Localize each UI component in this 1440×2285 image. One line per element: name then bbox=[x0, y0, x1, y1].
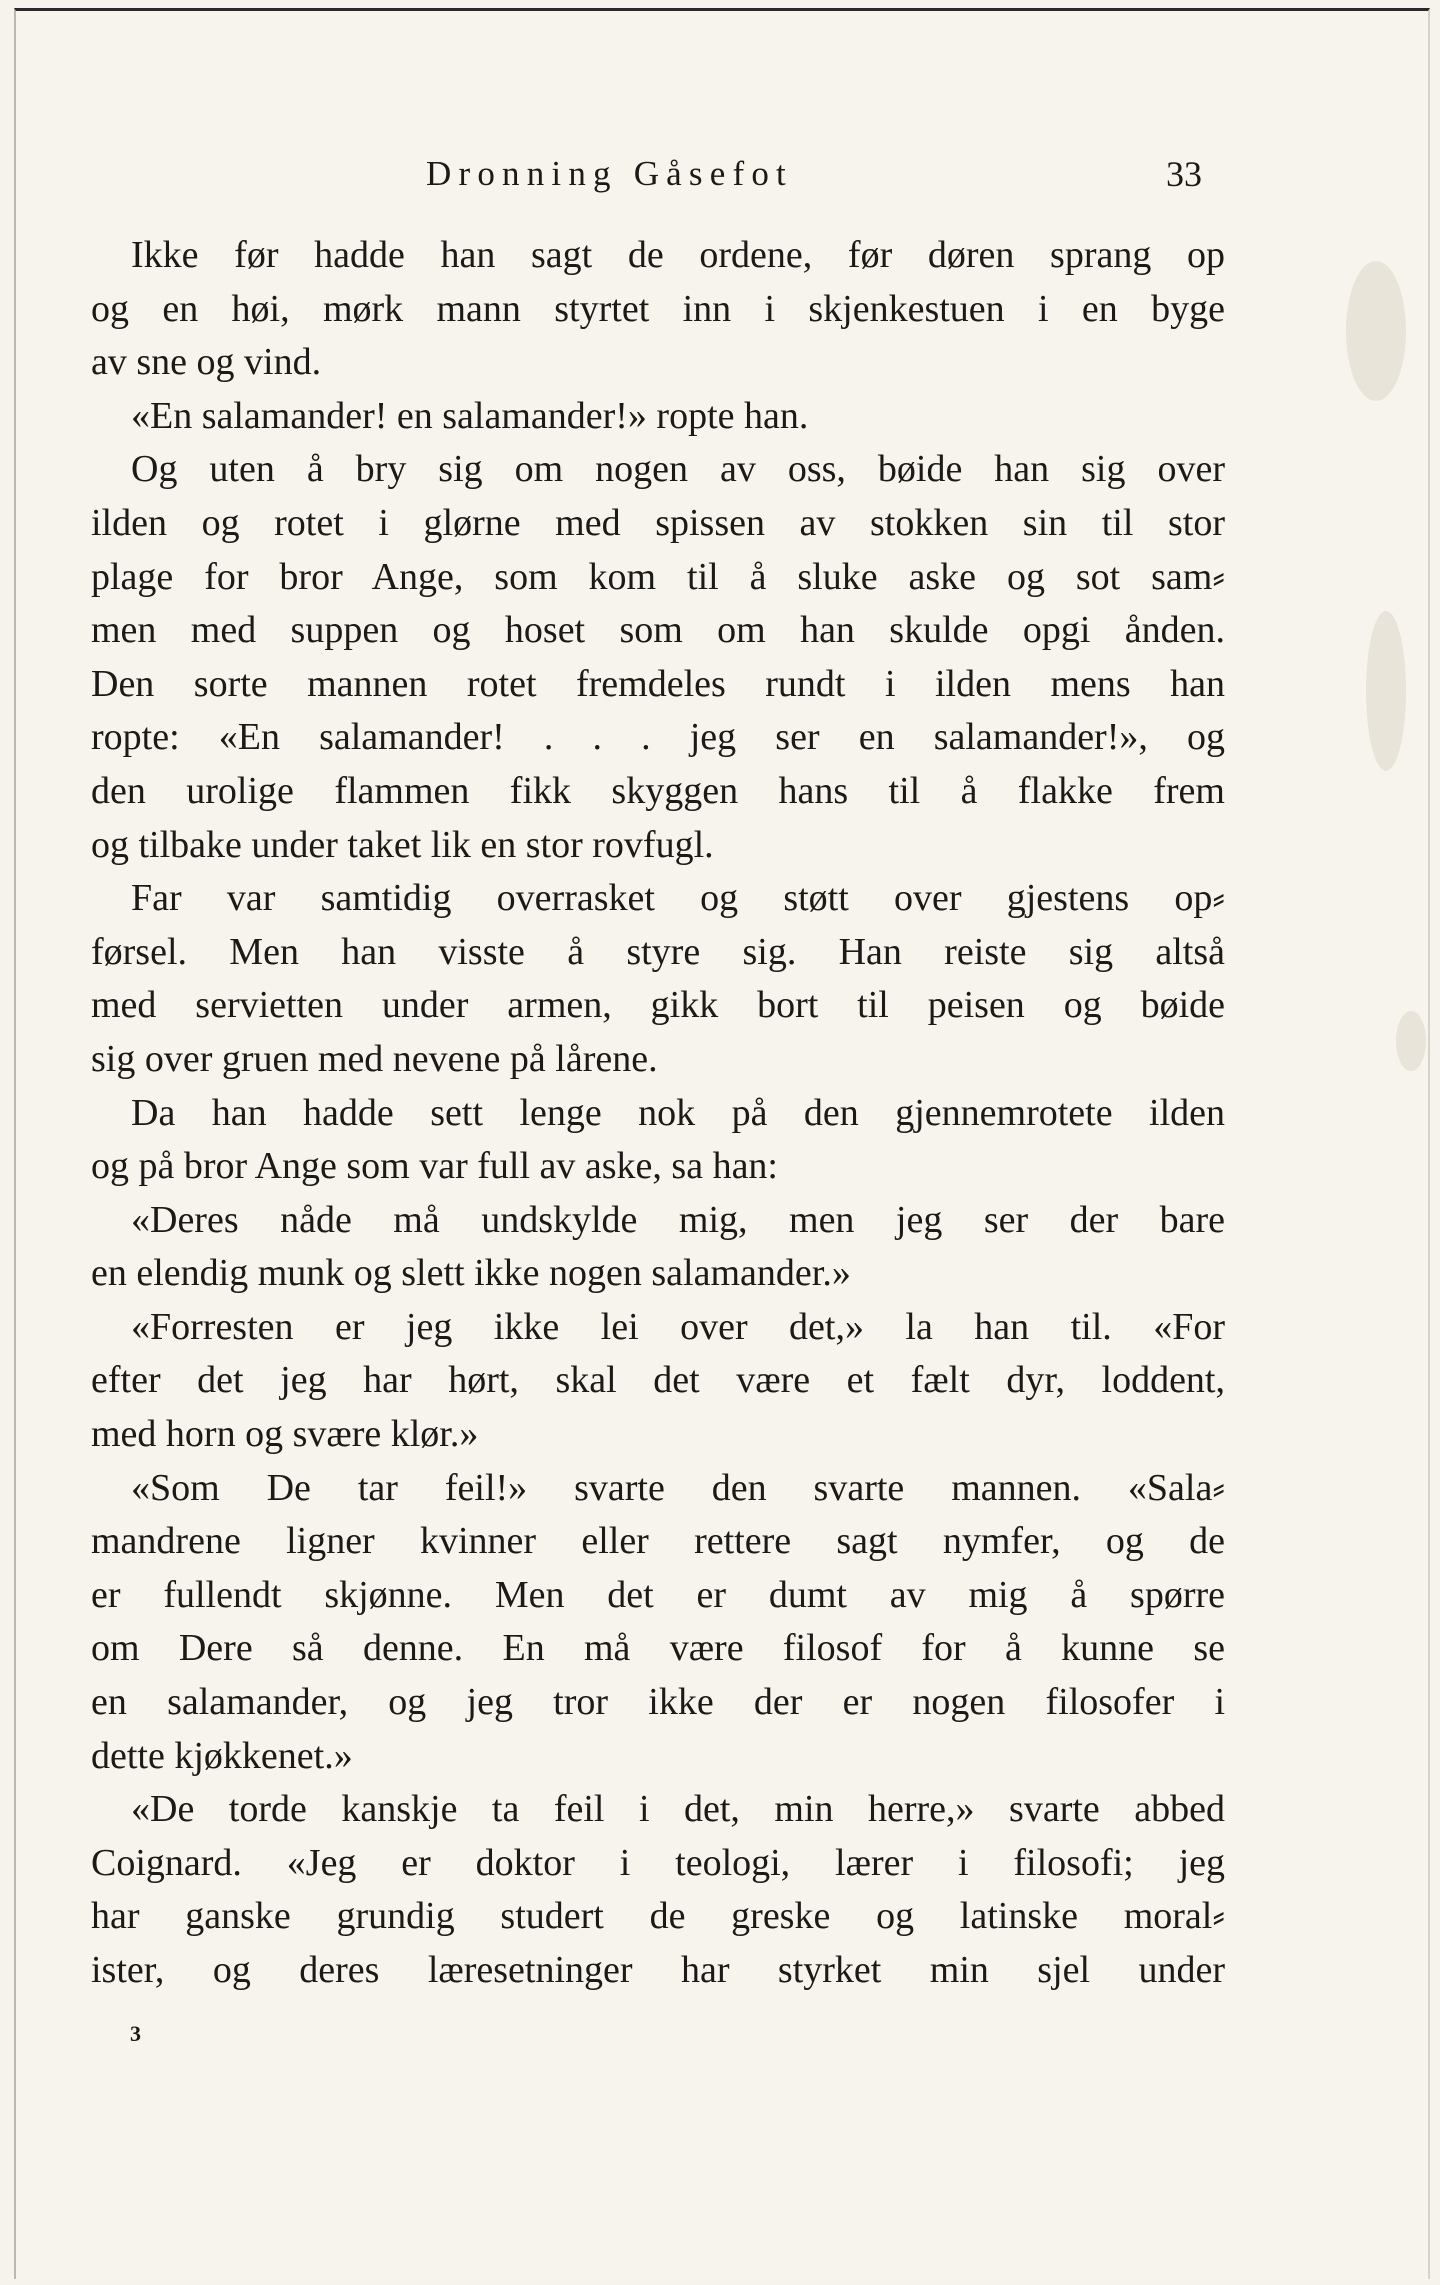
text-line: med servietten under armen, gikk bort til peisen og bøide bbox=[91, 984, 1225, 1027]
text-line: «Som De tar feil!» svarte den svarte mannen. «Sala⸗ bbox=[131, 1466, 1225, 1509]
text-line: men med suppen og hoset som om han skulde opgi ånden. bbox=[91, 609, 1225, 652]
text-line: Da han hadde sett lenge nok på den gjennemrotete ilden bbox=[131, 1091, 1225, 1134]
text-line: Coignard. «Jeg er doktor i teologi, lærer i filosofi; jeg bbox=[91, 1841, 1225, 1884]
text-line: «De torde kanskje ta feil i det, min herre,» svarte abbed bbox=[131, 1788, 1225, 1831]
paper-stain bbox=[1346, 261, 1406, 401]
text-line: Og uten å bry sig om nogen av oss, bøide han sig over bbox=[131, 448, 1225, 491]
text-line: «Forresten er jeg ikke lei over det,» la han til. «For bbox=[131, 1305, 1225, 1348]
text-line: mandrene ligner kvinner eller rettere sagt nymfer, og de bbox=[91, 1520, 1225, 1563]
body-text bbox=[91, 229, 1225, 1998]
text-line: dette kjøkkenet.» bbox=[91, 1734, 353, 1777]
text-line: med horn og svære klør.» bbox=[91, 1413, 479, 1456]
text-line: ilden og rotet i glørne med spissen av stokken sin til stor bbox=[91, 501, 1225, 544]
text-line: og tilbake under taket lik en stor rovfugl. bbox=[91, 823, 714, 866]
page-number: 33 bbox=[1166, 154, 1202, 194]
text-line: og en høi, mørk mann styrtet inn i skjenkestuen i en byge bbox=[91, 287, 1225, 330]
text-line: «En salamander! en salamander!» ropte han. bbox=[131, 394, 809, 437]
running-title: Dronning Gåsefot bbox=[426, 154, 793, 193]
paper-stain bbox=[1396, 1011, 1426, 1071]
text-line: Far var samtidig overrasket og støtt over gjestens op⸗ bbox=[131, 877, 1225, 920]
text-line: Den sorte mannen rotet fremdeles rundt i ilden mens han bbox=[91, 662, 1225, 705]
text-line: en salamander, og jeg tror ikke der er nogen filosofer i bbox=[91, 1681, 1225, 1724]
signature-mark: 3 bbox=[130, 2021, 141, 2046]
text-line: ropte: «En salamander! . . . jeg ser en salamander!», og bbox=[91, 716, 1225, 759]
running-header bbox=[16, 149, 1428, 199]
text-line: av sne og vind. bbox=[91, 341, 322, 384]
text-line: sig over gruen med nevene på lårene. bbox=[91, 1037, 658, 1080]
text-line: har ganske grundig studert de greske og latinske moral⸗ bbox=[91, 1895, 1225, 1938]
text-line: efter det jeg har hørt, skal det være et fælt dyr, loddent, bbox=[91, 1359, 1225, 1402]
text-line: og på bror Ange som var full av aske, sa han: bbox=[91, 1145, 778, 1188]
text-line: en elendig munk og slett ikke nogen salamander.» bbox=[91, 1252, 851, 1295]
paper-stain bbox=[1366, 611, 1406, 771]
text-line: «Deres nåde må undskylde mig, men jeg ser der bare bbox=[131, 1198, 1225, 1241]
text-line: om Dere så denne. En må være filosof for å kunne se bbox=[91, 1627, 1225, 1670]
text-line: førsel. Men han visste å styre sig. Han reiste sig altså bbox=[91, 930, 1225, 973]
book-page bbox=[14, 8, 1430, 2279]
text-line: Ikke før hadde han sagt de ordene, før døren sprang op bbox=[131, 234, 1225, 276]
text-line: den urolige flammen fikk skyggen hans til å flakke frem bbox=[91, 769, 1225, 812]
text-line: er fullendt skjønne. Men det er dumt av mig å spørre bbox=[91, 1573, 1225, 1616]
text-line: ister, og deres læresetninger har styrket min sjel under bbox=[91, 1949, 1225, 1991]
text-line: plage for bror Ange, som kom til å sluke aske og sot sam⸗ bbox=[91, 555, 1225, 598]
